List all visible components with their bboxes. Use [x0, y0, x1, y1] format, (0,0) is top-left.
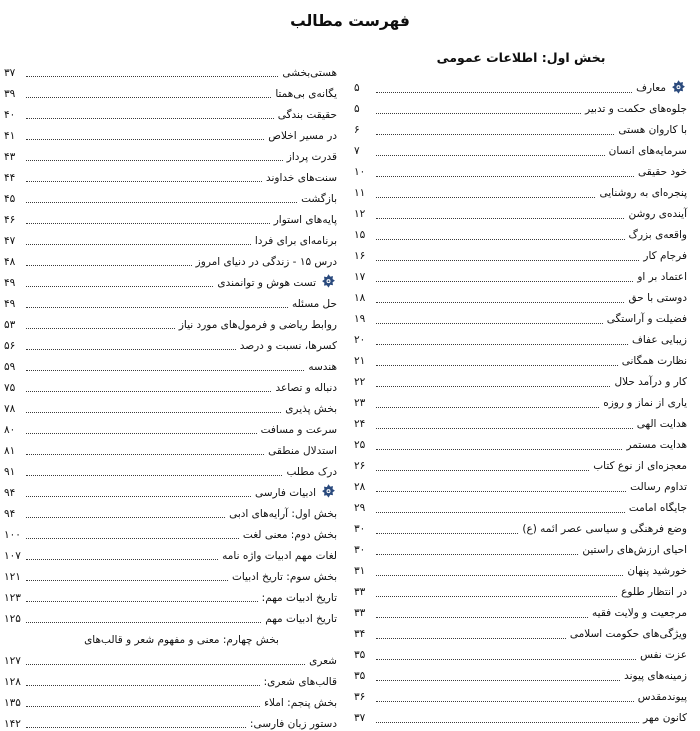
toc-entry-label: یگانه‌ی بی‌همتا: [275, 87, 337, 100]
toc-leader-dots: [26, 622, 261, 623]
toc-entry-label: با کاروان هستی: [618, 124, 687, 137]
toc-entry-label: قالب‌های شعری:: [263, 675, 337, 688]
toc-leader-dots: [376, 323, 603, 324]
toc-entry[interactable]: [354, 537, 688, 558]
toc-entry[interactable]: [354, 516, 688, 537]
toc-entry[interactable]: [4, 353, 338, 374]
toc-entry[interactable]: [4, 500, 338, 521]
toc-entry-page-number: ۱۰: [354, 166, 366, 179]
toc-leader-dots: [376, 596, 617, 597]
toc-leader-dots: [26, 601, 258, 602]
toc-entry-label: آینده‌ی روشن: [628, 208, 687, 221]
toc-entry[interactable]: [4, 80, 338, 101]
toc-entry-page-number: ۱۷: [354, 271, 366, 284]
toc-entry-label: دستور زبان فارسی:: [249, 717, 337, 730]
toc-entry-page-number: ۸۱: [4, 444, 16, 457]
toc-entry-page-number: ۳۵: [354, 670, 366, 683]
toc-entry-page-number: ۳۰: [354, 523, 366, 536]
toc-entry[interactable]: [354, 642, 688, 663]
toc-entry-label: سنت‌های خداوند: [266, 171, 337, 184]
toc-leader-dots: [26, 181, 262, 182]
toc-entry-page-number: ۴۸: [4, 255, 16, 268]
toc-leader-dots: [26, 349, 236, 350]
toc-entry-page-number: ۵: [354, 82, 360, 95]
toc-entry-label: پیوندمقدس: [637, 691, 687, 704]
toc-leader-dots: [376, 701, 634, 702]
section-header-right: بخش اول: اطلاعات عمومی: [436, 50, 606, 65]
toc-leader-dots: [376, 344, 628, 345]
toc-entry-page-number: ۲۹: [354, 502, 366, 515]
toc-entry-label: بخش سوم: تاریخ ادبیات: [231, 570, 337, 583]
toc-entry-label: حل مسئله: [291, 297, 337, 310]
toc-entry-label: در انتظار طلوع: [621, 586, 687, 599]
toc-entry[interactable]: [354, 663, 688, 684]
toc-entry[interactable]: [354, 285, 688, 306]
toc-leader-dots: [376, 365, 618, 366]
toc-entry-label: واقعه‌ی بزرگ: [628, 229, 687, 242]
toc-leader-dots: [26, 664, 305, 665]
toc-entry-label: معارف: [636, 82, 666, 95]
toc-entry-page-number: ۲۳: [354, 397, 366, 410]
toc-entry-page-number: ۳۴: [354, 628, 366, 641]
toc-leader-dots: [376, 449, 622, 450]
toc-entry[interactable]: [354, 390, 688, 411]
toc-entry-page-number: ۷۸: [4, 402, 16, 415]
toc-entry-label: هدایت مستمر: [626, 439, 687, 452]
toc-entry-page-number: ۲۲: [354, 376, 366, 389]
toc-leader-dots: [26, 727, 246, 728]
toc-entry-label: لغات مهم ادبیات واژه نامه: [222, 549, 337, 562]
toc-entry-label: بخش دوم: معنی لغت: [242, 528, 337, 541]
toc-entry-page-number: ۱۰۷: [4, 549, 21, 562]
toc-entry-label: معجزه‌ای از نوع کتاب: [593, 460, 687, 473]
toc-entry-page-number: ۵۶: [4, 339, 16, 352]
toc-entry-page-number: ۱۲۳: [4, 591, 21, 604]
toc-leader-dots: [376, 302, 624, 303]
toc-entry-page-number: ۶: [354, 124, 360, 137]
toc-entry-label: دوستی با حق: [628, 292, 687, 305]
toc-leader-dots: [26, 538, 239, 539]
toc-entry[interactable]: [354, 327, 688, 348]
toc-entry-page-number: ۱۲۸: [4, 675, 21, 688]
toc-entry-label: سرعت و مسافت: [260, 423, 337, 436]
toc-entry[interactable]: [4, 710, 338, 731]
toc-entry[interactable]: [354, 579, 688, 600]
toc-entry[interactable]: [4, 584, 338, 605]
toc-entry[interactable]: [4, 290, 338, 311]
toc-leader-dots: [26, 475, 282, 476]
toc-entry-label: زمینه‌های پیوند: [624, 670, 687, 683]
toc-leader-dots: [376, 155, 605, 156]
toc-entry[interactable]: [4, 626, 338, 647]
toc-column-left: [4, 50, 338, 731]
toc-leader-dots: [376, 512, 625, 513]
toc-leader-dots: [376, 491, 626, 492]
toc-entry[interactable]: [4, 416, 338, 437]
toc-list-left: [4, 59, 338, 731]
toc-leader-dots: [26, 244, 251, 245]
toc-entry-label: عزت نفس: [640, 649, 687, 662]
toc-entry-label: تست هوش و توانمندی: [217, 276, 316, 289]
toc-entry[interactable]: [354, 600, 688, 621]
toc-entry-page-number: ۵۹: [4, 360, 16, 373]
toc-leader-dots: [376, 239, 625, 240]
toc-entry-page-number: ۱۹: [354, 313, 366, 326]
toc-leader-dots: [26, 307, 288, 308]
toc-entry-label: خود حقیقی: [638, 166, 687, 179]
toc-entry-page-number: ۴۹: [4, 297, 16, 310]
toc-entry-label: روابط ریاضی و فرمول‌های مورد نیاز: [178, 318, 337, 331]
toc-entry-page-number: ۴۵: [4, 192, 16, 205]
toc-entry-label: جایگاه امامت: [628, 502, 687, 515]
toc-entry-label: کار و درآمد حلال: [614, 376, 687, 389]
toc-entry-page-number: ۱۲۱: [4, 570, 21, 583]
toc-entry[interactable]: [354, 159, 688, 180]
toc-entry-label: استدلال منطقی: [268, 444, 337, 457]
toc-entry[interactable]: [354, 306, 688, 327]
toc-entry-page-number: ۲۵: [354, 439, 366, 452]
toc-leader-dots: [376, 470, 589, 471]
toc-leader-dots: [376, 218, 624, 219]
toc-entry-page-number: ۳۹: [4, 87, 16, 100]
toc-entry[interactable]: [4, 269, 338, 290]
toc-entry-page-number: ۱۴۲: [4, 717, 21, 730]
toc-leader-dots: [376, 92, 632, 93]
toc-leader-dots: [376, 617, 588, 618]
toc-leader-dots: [26, 391, 271, 392]
toc-entry-page-number: ۳۳: [354, 607, 366, 620]
toc-entry-label: کسرها، نسبت و درصد: [239, 339, 337, 352]
toc-entry-page-number: ۱۱: [354, 187, 366, 200]
toc-entry-label: هدایت الهی: [636, 418, 687, 431]
toc-entry[interactable]: [354, 495, 688, 516]
toc-entry[interactable]: [354, 138, 688, 159]
toc-entry-page-number: ۱۵: [354, 229, 366, 242]
toc-entry[interactable]: [354, 75, 688, 96]
toc-entry-page-number: ۳۷: [354, 712, 366, 725]
toc-entry-page-number: ۱۸: [354, 292, 366, 305]
toc-leader-dots: [26, 139, 264, 140]
toc-entry-page-number: ۹۴: [4, 486, 16, 499]
toc-entry-label: پایه‌های استوار: [273, 213, 337, 226]
toc-entry[interactable]: [354, 558, 688, 579]
toc-leader-dots: [26, 202, 297, 203]
toc-entry[interactable]: [4, 311, 338, 332]
toc-entry-label: هندسه: [308, 360, 337, 373]
toc-leader-dots: [376, 554, 578, 555]
toc-entry[interactable]: [4, 185, 338, 206]
toc-entry[interactable]: [4, 164, 338, 185]
toc-entry-label: هستی‌بخشی: [282, 66, 337, 79]
toc-entry[interactable]: [354, 180, 688, 201]
toc-entry-page-number: ۵۳: [4, 318, 16, 331]
six-pointed-star-icon: [669, 79, 688, 98]
toc-leader-dots: [376, 134, 614, 135]
toc-leader-dots: [26, 517, 225, 518]
toc-entry-page-number: ۱۰۰: [4, 528, 21, 541]
six-pointed-star-icon: [319, 273, 338, 292]
toc-entry-page-number: ۷۵: [4, 381, 16, 394]
toc-entry-label: نظارت همگانی: [621, 355, 687, 368]
toc-entry-label: بخش پذیری: [285, 402, 337, 415]
toc-entry[interactable]: [4, 563, 338, 584]
toc-entry[interactable]: [4, 395, 338, 416]
toc-entry-page-number: ۴۱: [4, 129, 16, 142]
toc-entry-page-number: ۲۰: [354, 334, 366, 347]
toc-entry[interactable]: [4, 521, 338, 542]
toc-entry-label: احیای ارزش‌های راستین: [582, 544, 687, 557]
toc-entry[interactable]: [354, 243, 688, 264]
toc-entry[interactable]: [4, 374, 338, 395]
toc-entry-label: بازگشت: [301, 192, 337, 205]
toc-entry-page-number: ۲۴: [354, 418, 366, 431]
toc-entry-label: اعتماد بر او: [637, 271, 687, 284]
toc-entry-label: بخش چهارم: معنی و مفهوم شعر و قالب‌های: [84, 633, 279, 646]
toc-leader-dots: [26, 286, 213, 287]
toc-entry-page-number: ۳۰: [354, 544, 366, 557]
toc-entry-page-number: ۴۷: [4, 234, 16, 247]
toc-entry-label: ادبیات فارسی: [255, 486, 316, 499]
toc-entry-page-number: ۴۳: [4, 150, 16, 163]
toc-leader-dots: [26, 685, 260, 686]
toc-leader-dots: [26, 223, 270, 224]
toc-entry-page-number: ۱۶: [354, 250, 366, 263]
toc-leader-dots: [376, 281, 633, 282]
toc-entry-label: بخش پنجم: املاء: [264, 696, 337, 709]
toc-leader-dots: [376, 428, 633, 429]
toc-entry-label: دنباله و تصاعد: [275, 381, 337, 394]
toc-entry-label: خورشید پنهان: [627, 565, 687, 578]
toc-entry-page-number: ۸۰: [4, 423, 16, 436]
toc-entry[interactable]: [354, 96, 688, 117]
toc-entry[interactable]: [354, 453, 688, 474]
toc-entry-label: تداوم رسالت: [630, 481, 687, 494]
toc-entry-page-number: ۷: [354, 145, 360, 158]
toc-entry-page-number: ۱۲۵: [4, 612, 21, 625]
toc-entry[interactable]: [354, 621, 688, 642]
toc-entry[interactable]: [4, 122, 338, 143]
toc-entry[interactable]: [354, 117, 688, 138]
toc-entry[interactable]: [354, 264, 688, 285]
toc-entry[interactable]: [4, 332, 338, 353]
toc-leader-dots: [26, 265, 192, 266]
toc-leader-dots: [26, 433, 257, 434]
toc-entry-page-number: ۴۶: [4, 213, 16, 226]
toc-entry-label: زیبایی عفاف: [631, 334, 687, 347]
toc-entry-label: برنامه‌ای برای فردا: [254, 234, 337, 247]
toc-entry[interactable]: [4, 101, 338, 122]
toc-entry-label: تاریخ ادبیات مهم:: [261, 591, 337, 604]
toc-entry-page-number: ۵: [354, 103, 360, 116]
toc-entry[interactable]: [4, 689, 338, 710]
toc-entry-label: بخش اول: آرایه‌های ادبی: [229, 507, 337, 520]
toc-leader-dots: [26, 706, 260, 707]
toc-entry-page-number: ۱۲۷: [4, 654, 21, 667]
toc-entry[interactable]: [4, 458, 338, 479]
toc-leader-dots: [26, 580, 228, 581]
toc-entry-label: درس ۱۵ - زندگی در دنیای امروز: [195, 255, 337, 268]
toc-leader-dots: [376, 575, 623, 576]
toc-entry-page-number: ۲۶: [354, 460, 366, 473]
toc-entry-page-number: ۳۳: [354, 586, 366, 599]
toc-columns: [0, 30, 700, 731]
toc-entry-page-number: ۲۸: [354, 481, 366, 494]
toc-leader-dots: [26, 454, 264, 455]
six-pointed-star-icon: [319, 483, 338, 502]
toc-entry-label: تاریخ ادبیات مهم: [265, 612, 337, 625]
toc-entry-label: مرجعیت و ولایت فقیه: [592, 607, 687, 620]
toc-entry[interactable]: [4, 605, 338, 626]
toc-entry[interactable]: [354, 474, 688, 495]
toc-entry-label: در مسیر اخلاص: [268, 129, 337, 142]
toc-leader-dots: [376, 176, 634, 177]
toc-entry[interactable]: [354, 705, 688, 726]
toc-entry-page-number: ۴۰: [4, 108, 16, 121]
toc-leader-dots: [26, 559, 218, 560]
toc-entry-label: ویژگی‌های حکومت اسلامی: [569, 628, 687, 641]
toc-entry[interactable]: [354, 684, 688, 705]
toc-leader-dots: [376, 533, 518, 534]
toc-leader-dots: [26, 160, 283, 161]
toc-entry[interactable]: [4, 206, 338, 227]
toc-entry-page-number: ۱۳۵: [4, 696, 21, 709]
toc-entry-page-number: ۳۱: [354, 565, 366, 578]
toc-entry-page-number: ۴۴: [4, 171, 16, 184]
toc-entry-label: فرجام کار: [643, 250, 687, 263]
toc-entry[interactable]: [4, 479, 338, 500]
toc-entry[interactable]: [4, 668, 338, 689]
toc-leader-dots: [376, 386, 610, 387]
toc-leader-dots: [376, 722, 639, 723]
toc-entry[interactable]: [354, 369, 688, 390]
toc-entry-page-number: ۱۲: [354, 208, 366, 221]
toc-entry-label: یاری از نماز و روزه: [603, 397, 687, 410]
toc-entry[interactable]: [4, 143, 338, 164]
toc-entry[interactable]: [4, 248, 338, 269]
toc-list-right: [354, 75, 688, 726]
toc-leader-dots: [376, 407, 599, 408]
toc-entry[interactable]: [354, 201, 688, 222]
toc-entry-label: سرمایه‌های انسان: [608, 145, 687, 158]
toc-entry-label: وضع فرهنگی و سیاسی عصر ائمه (ع): [522, 523, 687, 536]
toc-entry-label: درک مطلب: [286, 465, 337, 478]
toc-leader-dots: [26, 496, 251, 497]
toc-leader-dots: [26, 118, 274, 119]
toc-entry[interactable]: [4, 437, 338, 458]
toc-entry[interactable]: [354, 222, 688, 243]
toc-column-right: [354, 50, 688, 731]
toc-entry[interactable]: [4, 59, 338, 80]
toc-entry-page-number: ۹۴: [4, 507, 16, 520]
toc-entry[interactable]: [4, 227, 338, 248]
toc-entry-page-number: ۲۱: [354, 355, 366, 368]
toc-entry[interactable]: [4, 542, 338, 563]
toc-entry-label: کانون مهر: [643, 712, 687, 725]
toc-leader-dots: [376, 638, 566, 639]
toc-leader-dots: [376, 680, 620, 681]
toc-entry-label: فضیلت و آراستگی: [606, 313, 687, 326]
toc-leader-dots: [26, 328, 175, 329]
toc-entry-page-number: ۳۵: [354, 649, 366, 662]
toc-leader-dots: [376, 659, 636, 660]
toc-leader-dots: [26, 370, 304, 371]
toc-leader-dots: [376, 260, 639, 261]
toc-entry-label: قدرت پرداز: [286, 150, 337, 163]
toc-entry-page-number: ۴۹: [4, 276, 16, 289]
toc-leader-dots: [26, 76, 278, 77]
toc-entry[interactable]: [354, 411, 688, 432]
toc-entry[interactable]: [4, 647, 338, 668]
toc-entry-label: شعری: [309, 654, 337, 667]
toc-leader-dots: [376, 197, 595, 198]
toc-entry-label: جلوه‌های حکمت و تدبیر: [585, 103, 687, 116]
toc-entry-label: حقیقت بندگی: [277, 108, 337, 121]
toc-entry-page-number: ۳۶: [354, 691, 366, 704]
toc-entry-label: پنجره‌ای به روشنایی: [599, 187, 687, 200]
page-title: فهرست مطالب: [290, 12, 410, 30]
toc-entry-page-number: ۹۱: [4, 465, 16, 478]
toc-entry[interactable]: [354, 432, 688, 453]
toc-leader-dots: [26, 97, 271, 98]
toc-entry[interactable]: [354, 348, 688, 369]
toc-leader-dots: [26, 412, 281, 413]
toc-leader-dots: [376, 113, 581, 114]
toc-entry-page-number: ۳۷: [4, 66, 16, 79]
